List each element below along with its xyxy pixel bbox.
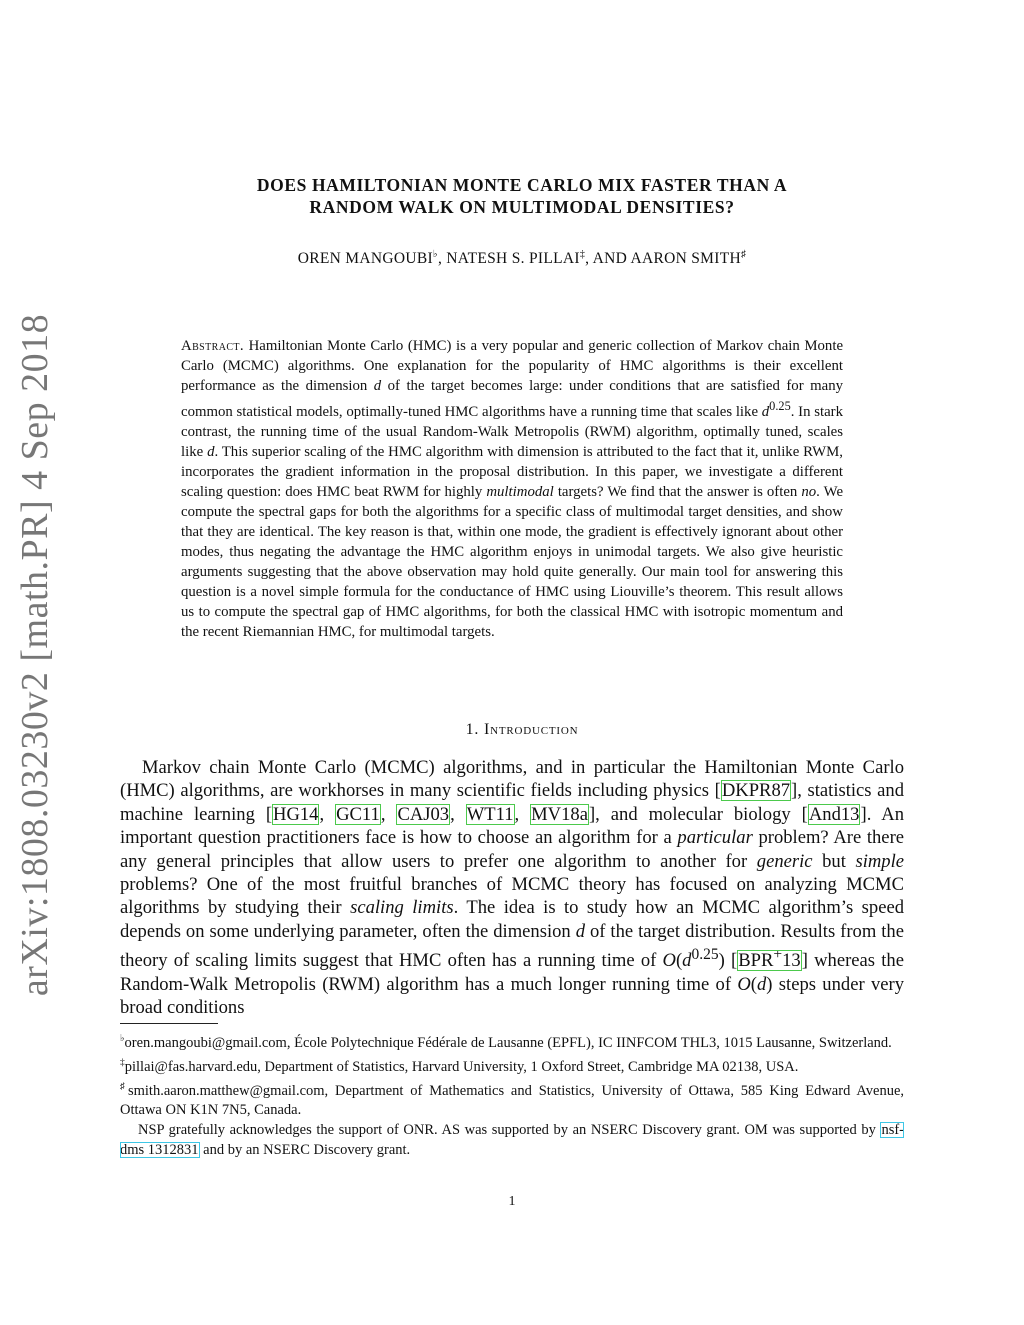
- author-mangoubi: OREN MANGOUBI: [297, 250, 433, 268]
- body-text-span: , statistics and machine learning: [120, 780, 904, 825]
- footnote-rule: [120, 1023, 218, 1024]
- abstract-emphasis: no: [801, 483, 817, 500]
- citation-link[interactable]: WT11: [466, 803, 514, 825]
- footnote-funding: [120, 1120, 904, 1160]
- body-text-span: Markov chain Monte Carlo (MCMC) algorithms, and in particular the Hamiltonian Monte Carlo (HMC) algorithms, are workhorses in many scientific fields including physics: [120, 757, 904, 802]
- math-d: d: [373, 378, 382, 394]
- citation-text: 13: [782, 950, 801, 972]
- footnote-smith: [120, 1077, 904, 1121]
- math-big-o: O: [662, 950, 676, 972]
- title-line-1: DOES HAMILTONIAN MONTE CARLO MIX FASTER THAN A: [256, 175, 788, 195]
- body-text-span: of the target distribution. Results from the theory of scaling limits suggest that HMC often has a running time of: [120, 920, 904, 972]
- abstract-text: . In stark contrast, the running time of the usual Random-Walk Metropolis (RWM) algorithm, optimally tuned, scales like: [181, 403, 843, 460]
- author-mark-sharp: ♯: [740, 249, 747, 260]
- body-text-span: problem? Are there any general principles that allow users to prefer one algorithm to another for: [120, 827, 905, 872]
- abstract-label: Abstract.: [181, 338, 244, 354]
- author-pillai: , NATESH S. PILLAI: [437, 250, 580, 268]
- citation-link[interactable]: DKPR87: [721, 780, 791, 802]
- body-text-span: . The idea is to study how an MCMC algorithm’s speed depends on some underlying parameter, often the dimension: [120, 897, 904, 942]
- author-list: [120, 249, 924, 268]
- footnote-mangoubi: [120, 1029, 904, 1053]
- abstract-text: . We compute the spectral gaps for both the algorithms for a specific class of multimodal target densities, and show that they are identical. The key reason is that, within one mode, the gradient is effectively ignorant about other modes, thus negating the advantage the HMC algorithm enjoys in unimodal targets. We also give heuristic arguments suggesting that the above observation may hold quite generally. Our main tool for answering this question is a novel simple formula for the conductance of HMC using Liouville’s theorem. This result allows us to compute the spectral gap of HMC algorithms, for both the classical HMC with isotropic momentum and the recent Riemannian HMC, for multimodal targets.: [181, 483, 844, 640]
- footnote-text: NSP gratefully acknowledges the support of ONR. AS was supported by an NSERC Discovery grant. OM was supported by: [138, 1122, 881, 1139]
- footnotes: [120, 1029, 904, 1160]
- abstract-paragraph: [181, 336, 843, 642]
- footnote-mark: ‡: [120, 1057, 125, 1068]
- citation-link[interactable]: MV18a: [531, 803, 588, 825]
- math-exponent: 0.25: [769, 399, 791, 413]
- paper-title: [120, 174, 924, 218]
- emphasis: generic: [756, 850, 813, 872]
- footnote-mark: ♭: [120, 1034, 125, 1044]
- math-big-o: O: [737, 973, 751, 995]
- title-line-2: RANDOM WALK ON MULTIMODAL DENSITIES?: [309, 197, 735, 217]
- math-d: d: [207, 443, 215, 460]
- abstract-emphasis: multimodal: [486, 483, 554, 500]
- body-text-span: steps under very broad conditions: [120, 973, 904, 1019]
- introduction-body: [120, 756, 904, 1020]
- body-text-span: whereas the Random-Walk Metropolis (RWM) algorithm has a much longer running time of: [120, 950, 904, 995]
- intro-paragraph: Markov chain Monte Carlo (MCMC) algorithms, and in particular the Hamiltonian Monte Carlo (HMC) algorithms, are workhorses in many scientific fields including physics [DKPR87], statistics and machine learning [HG14, GC11, CAJ03, WT11, MV18a], and molecular biology [And13]. An important question practitioners face is how to choose an algorithm for a particular problem? Are there any general principles that allow users to prefer one algorithm to another for generic but simple problems? One of the most fruitful branches of MCMC theory has focused on analyzing MCMC algorithms by studying their scaling limits. The idea is to study how an MCMC algorithm’s speed depends on some underlying parameter, often the dimension d of the target distribution. Results from the theory of scaling limits suggest that HMC often has a running time of $O(d^{0.25})$ [BPR+13] whereas the Random-Walk Metropolis (RWM) algorithm has a much longer running time of O(d) steps under very broad conditions: [120, 757, 905, 1019]
- citation-link[interactable]: And13: [808, 803, 860, 825]
- abstract-text: targets? We find that the answer is often: [553, 483, 802, 500]
- footnote-text: smith.aaron.matthew@gmail.com, Department of Mathematics and Statistics, University of Ottawa, 585 King Edward Avenue, Ottawa ON K1N 7N5, Canada.: [120, 1082, 905, 1119]
- section-heading-introduction: 1. Introduction: [465, 721, 579, 738]
- citation-link[interactable]: CAJ03: [397, 803, 450, 825]
- emphasis: particular: [677, 827, 753, 849]
- grant-link[interactable]: nsf-dms 1312831: [120, 1122, 904, 1159]
- citation-plus: +: [773, 946, 783, 964]
- emphasis: simple: [855, 850, 905, 872]
- arxiv-side-stamp: [10, 313, 60, 997]
- emphasis: scaling limits: [350, 897, 454, 919]
- body-text-span: problems? One of the most fruitful branches of MCMC theory has focused on analyzing MCMC algorithms by studying their: [120, 874, 904, 919]
- math-d: d: [761, 403, 770, 420]
- abstract-text: of the target becomes large: under conditions that are satisfied for many common statistical models, optimally-tuned HMC algorithms have a running time that scales like: [181, 378, 843, 420]
- arxiv-identifier[interactable]: arXiv:1808.03230v2 [math.PR] 4 Sep 2018: [14, 313, 57, 997]
- abstract-text: Hamiltonian Monte Carlo (HMC) is a very popular and generic collection of Markov chain Monte Carlo (MCMC) algorithms. One explanation for the popularity of HMC algorithms is their excellent performance as the dimension: [181, 338, 844, 394]
- footnote-text: oren.mangoubi@gmail.com, École Polytechnique Fédérale de Lausanne (EPFL), IC IINFCOM THL3, 1015 Lausanne, Switzerland.: [124, 1034, 892, 1051]
- footnote-pillai: [120, 1053, 904, 1077]
- author-mark-flat: ♭: [432, 249, 438, 260]
- footnote-text: and by an NSERC Discovery grant.: [199, 1142, 411, 1159]
- citation-link[interactable]: [737, 946, 802, 972]
- citation-link[interactable]: HG14: [273, 803, 319, 825]
- math-d: d: [757, 973, 767, 995]
- citation-link[interactable]: GC11: [336, 803, 380, 825]
- math-d: d: [682, 950, 692, 972]
- citation-text: BPR: [738, 950, 774, 972]
- body-text-span: . An important question practitioners face is how to choose an algorithm for a: [120, 803, 904, 849]
- math-d: d: [575, 920, 585, 942]
- abstract: [181, 336, 843, 642]
- page-number: 1: [508, 1194, 516, 1209]
- author-mark-ddagger: ‡: [579, 249, 586, 260]
- footnote-text: pillai@fas.harvard.edu, Department of Statistics, Harvard University, 1 Oxford Street, Cambridge MA 02138, USA.: [124, 1058, 799, 1075]
- author-smith: , AND AARON SMITH: [585, 250, 741, 268]
- body-text-span: , and molecular biology: [595, 803, 802, 825]
- math-exponent: 0.25: [691, 946, 719, 964]
- body-text-span: but: [812, 850, 856, 872]
- abstract-text: . This superior scaling of the HMC algorithm with dimension is attributed to the fact that it, unlike RWM, incorporates the gradient information in the proposal distribution. In this paper, we investigate a different scaling question: does HMC beat RWM for highly: [181, 443, 844, 500]
- footnote-mark: ♯: [120, 1081, 128, 1092]
